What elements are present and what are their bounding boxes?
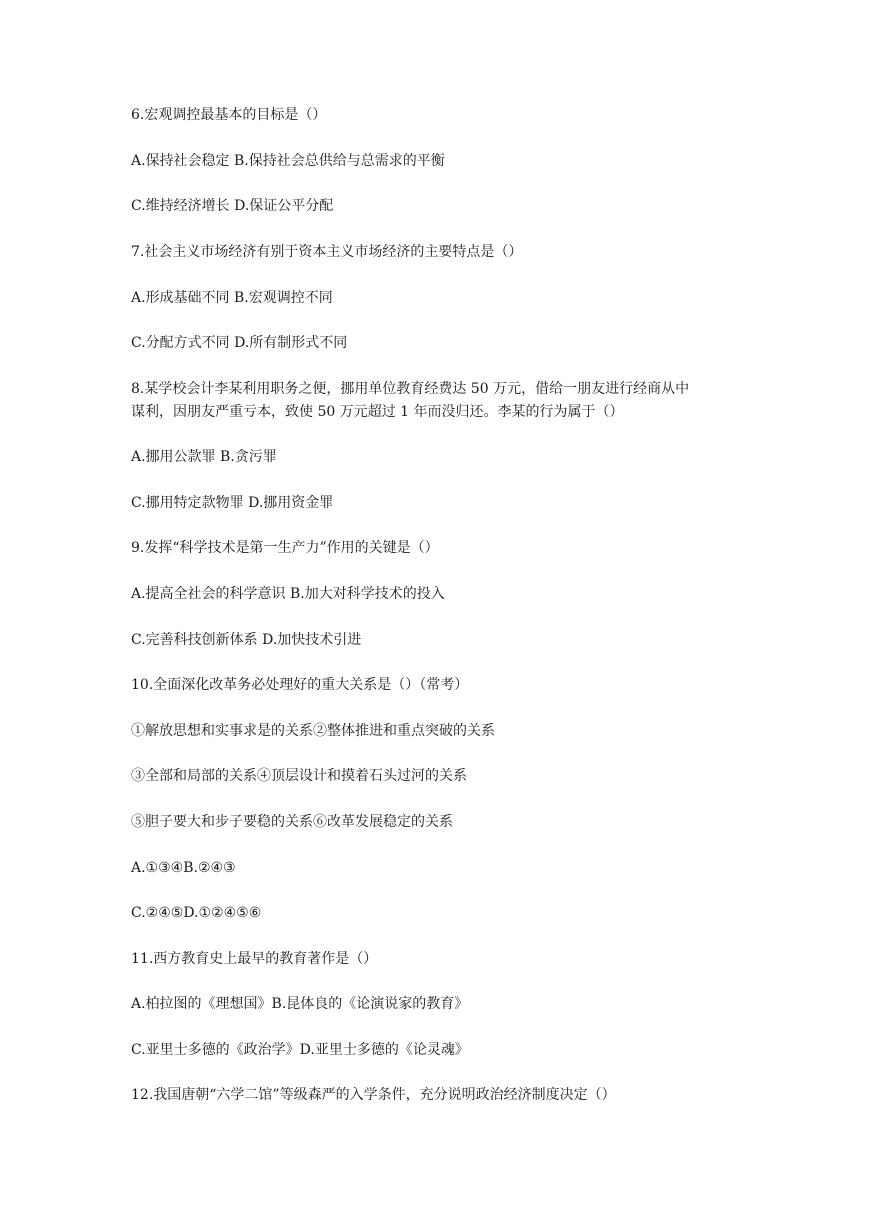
question-10-statements-12: ①解放思想和实事求是的关系②整体推进和重点突破的关系 — [131, 723, 495, 739]
question-8-options-cd: C.挪用特定款物罪 D.挪用资金罪 — [131, 495, 334, 511]
question-7-options-ab: A.形成基础不同 B.宏观调控不同 — [131, 290, 333, 306]
question-10-statements-34: ③全部和局部的关系④顶层设计和摸着石头过河的关系 — [131, 768, 467, 784]
question-6-stem: 6.宏观调控最基本的目标是（） — [131, 107, 327, 123]
question-10-statements-56: ⑤胆子要大和步子要稳的关系⑥改革发展稳定的关系 — [131, 814, 453, 830]
question-7-stem: 7.社会主义市场经济有别于资本主义市场经济的主要特点是（） — [131, 244, 523, 260]
question-9-stem: 9.发挥“科学技术是第一生产力”作用的关键是（） — [131, 540, 439, 556]
question-10-stem: 10.全面深化改革务必处理好的重大关系是（）（常考） — [131, 677, 469, 693]
question-11-options-cd: C.亚里士多德的《政治学》D.亚里士多德的《论灵魂》 — [131, 1042, 469, 1058]
question-6-options-ab: A.保持社会稳定 B.保持社会总供给与总需求的平衡 — [131, 153, 445, 169]
question-9-options-ab: A.提高全社会的科学意识 B.加大对科学技术的投入 — [131, 586, 445, 602]
question-11-options-ab: A.柏拉图的《理想国》B.昆体良的《论演说家的教育》 — [131, 996, 469, 1012]
question-12-stem: 12.我国唐朝“六学二馆”等级森严的入学条件，充分说明政治经济制度决定（） — [131, 1087, 616, 1103]
question-8-stem-line-2: 谋利，因朋友严重亏本，致使 50 万元超过 1 年而没归还。李某的行为属于（） — [131, 404, 624, 420]
question-11-stem: 11.西方教育史上最早的教育著作是（） — [131, 951, 378, 967]
question-7-options-cd: C.分配方式不同 D.所有制形式不同 — [131, 335, 348, 351]
question-10-options-cd: C.②④⑤D.①②④⑤⑥ — [131, 905, 262, 921]
question-6-options-cd: C.维持经济增长 D.保证公平分配 — [131, 198, 334, 214]
question-9-options-cd: C.完善科技创新体系 D.加快技术引进 — [131, 632, 362, 648]
question-10-options-ab: A.①③④B.②④③ — [131, 860, 236, 876]
question-8-stem-line-1: 8.某学校会计李某利用职务之便，挪用单位教育经费达 50 万元，借给一朋友进行经商从中 — [131, 381, 690, 397]
question-8-options-ab: A.挪用公款罪 B.贪污罪 — [131, 449, 277, 465]
